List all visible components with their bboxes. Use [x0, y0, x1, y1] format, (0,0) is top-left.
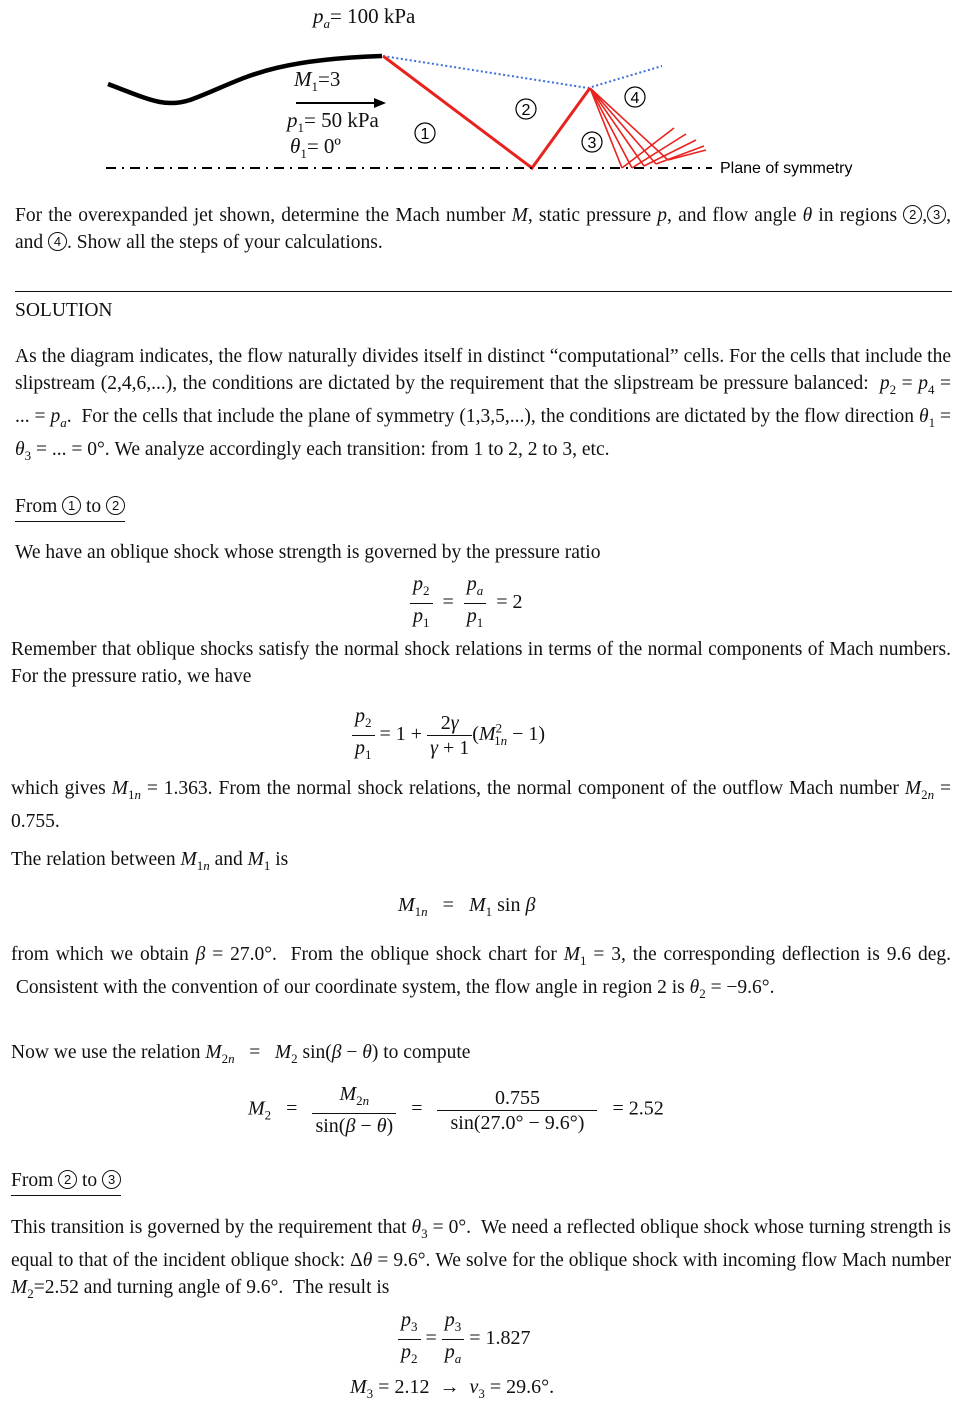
equation-normal-shock: $\frac{p_2}{p_1}$ = 1 + $\frac{2\gamma}{\gamma + 1}$ $(M^2_{1n} - 1)$	[352, 704, 545, 767]
m1-label: $M_1=3$	[294, 67, 341, 95]
equation-p3-ratio: $\frac{p_3}{p_2}$ = $\frac{p_3}{p_a}$ = 1.827	[398, 1308, 531, 1371]
equation-m2: $M_2$ = $\frac{M_{2n}}{\sin(\beta - \theta)}$ = $\frac{0.755}{\sin(27.0^\circ - 9.6^\circ)}$ = 2.52	[248, 1083, 664, 1137]
section-divider	[15, 291, 952, 292]
pa-label: $p_a= 100$ kPa	[313, 4, 416, 32]
jet-diagram	[0, 0, 959, 190]
sec2-para-1: This transition is governed by the requirement that $\theta_3 = 0^\circ$. We need a reflected oblique shock whose turning strength is equal to that of the incident oblique shock: Δθ = 9.6°. We solve for the oblique shock with incoming flow Mach number $M_2=2.52$ and turning angle of 9.6°. The result is	[11, 1217, 952, 1301]
sec1-para-3: which gives $M_{1n} = 1.363$. From the normal shock relations, the normal component of the outflow Mach number $M_{2n} = 0.755$.	[11, 778, 951, 832]
sec1-para-5: from which we obtain β = 27.0°. From the oblique shock chart for $M_1 = 3$, the corresponding deflection is 9.6 deg. Consistent with the convention of our coordinate system, the flow angle in region 2 is $\theta_2 = -9.6^\circ$.	[11, 944, 951, 1001]
section-heading-1-to-2: From 1 to 2	[15, 496, 125, 522]
theta1-label: $\theta_1=$ 0º	[290, 134, 341, 162]
slipstream	[383, 56, 662, 88]
p1-label: $p_1= 50$ kPa	[287, 108, 379, 136]
region-3-label: 3	[587, 135, 597, 152]
eq4-numerator: 0.755	[437, 1086, 597, 1111]
sec1-para-6: Now we use the relation $M_{2n} = M_2$ sin(β − θ) to compute	[11, 1042, 471, 1066]
solution-intro: As the diagram indicates, the flow naturally divides itself in distinct “computational” cells. For the cells that include the slipstream (2,4,6,...), the conditions are dictated by the requirement that the slipstream be pressure balanced: $p_2 = p_4$ = ... = $p_a$. For the cells that include the plane of symmetry (1,3,5,...), the conditions are dictated by the flow direction $\theta_1 = \theta_3$ = ... = 0°. We analyze accordingly each transition: from 1 to 2, 2 to 3, etc.	[15, 346, 952, 463]
sec1-para-4: The relation between $M_{1n}$ and $M_1$ is	[11, 849, 289, 873]
region-1-label: 1	[420, 126, 430, 143]
solution-heading: SOLUTION	[15, 300, 113, 321]
expansion-fan	[587, 88, 706, 168]
sec1-para-1: We have an oblique shock whose strength is governed by the pressure ratio	[15, 542, 601, 563]
equation-pressure-ratio: $\frac{p_2}{p_1}$ = $\frac{p_a}{p_1}$ = 2	[410, 572, 523, 635]
flow-arrow-head	[374, 98, 386, 108]
eq4-denominator: sin(27.0° − 9.6°)	[450, 1111, 585, 1134]
nozzle-wall	[108, 56, 382, 103]
problem-statement: For the overexpanded jet shown, determine the Mach number M, static pressure p, and flow angle θ in regions 2 , 3 , and 4 . Show all the steps of your calculations.	[15, 205, 951, 253]
equation-m1n: $M_{1n} = M_1$ sin β	[398, 894, 536, 919]
symmetry-label: Plane of symmetry	[720, 160, 853, 177]
region-4-label: 4	[630, 90, 640, 107]
equation-m3: $M_3 = 2.12 \to \nu_3 = 29.6^\circ$.	[350, 1376, 555, 1401]
sec1-para-2: Remember that oblique shocks satisfy the normal shock relations in terms of the normal components of Mach numbers. For the pressure ratio, we have	[11, 639, 951, 687]
section-heading-2-to-3: From 2 to 3	[11, 1170, 121, 1196]
region-2-label: 2	[521, 102, 531, 119]
